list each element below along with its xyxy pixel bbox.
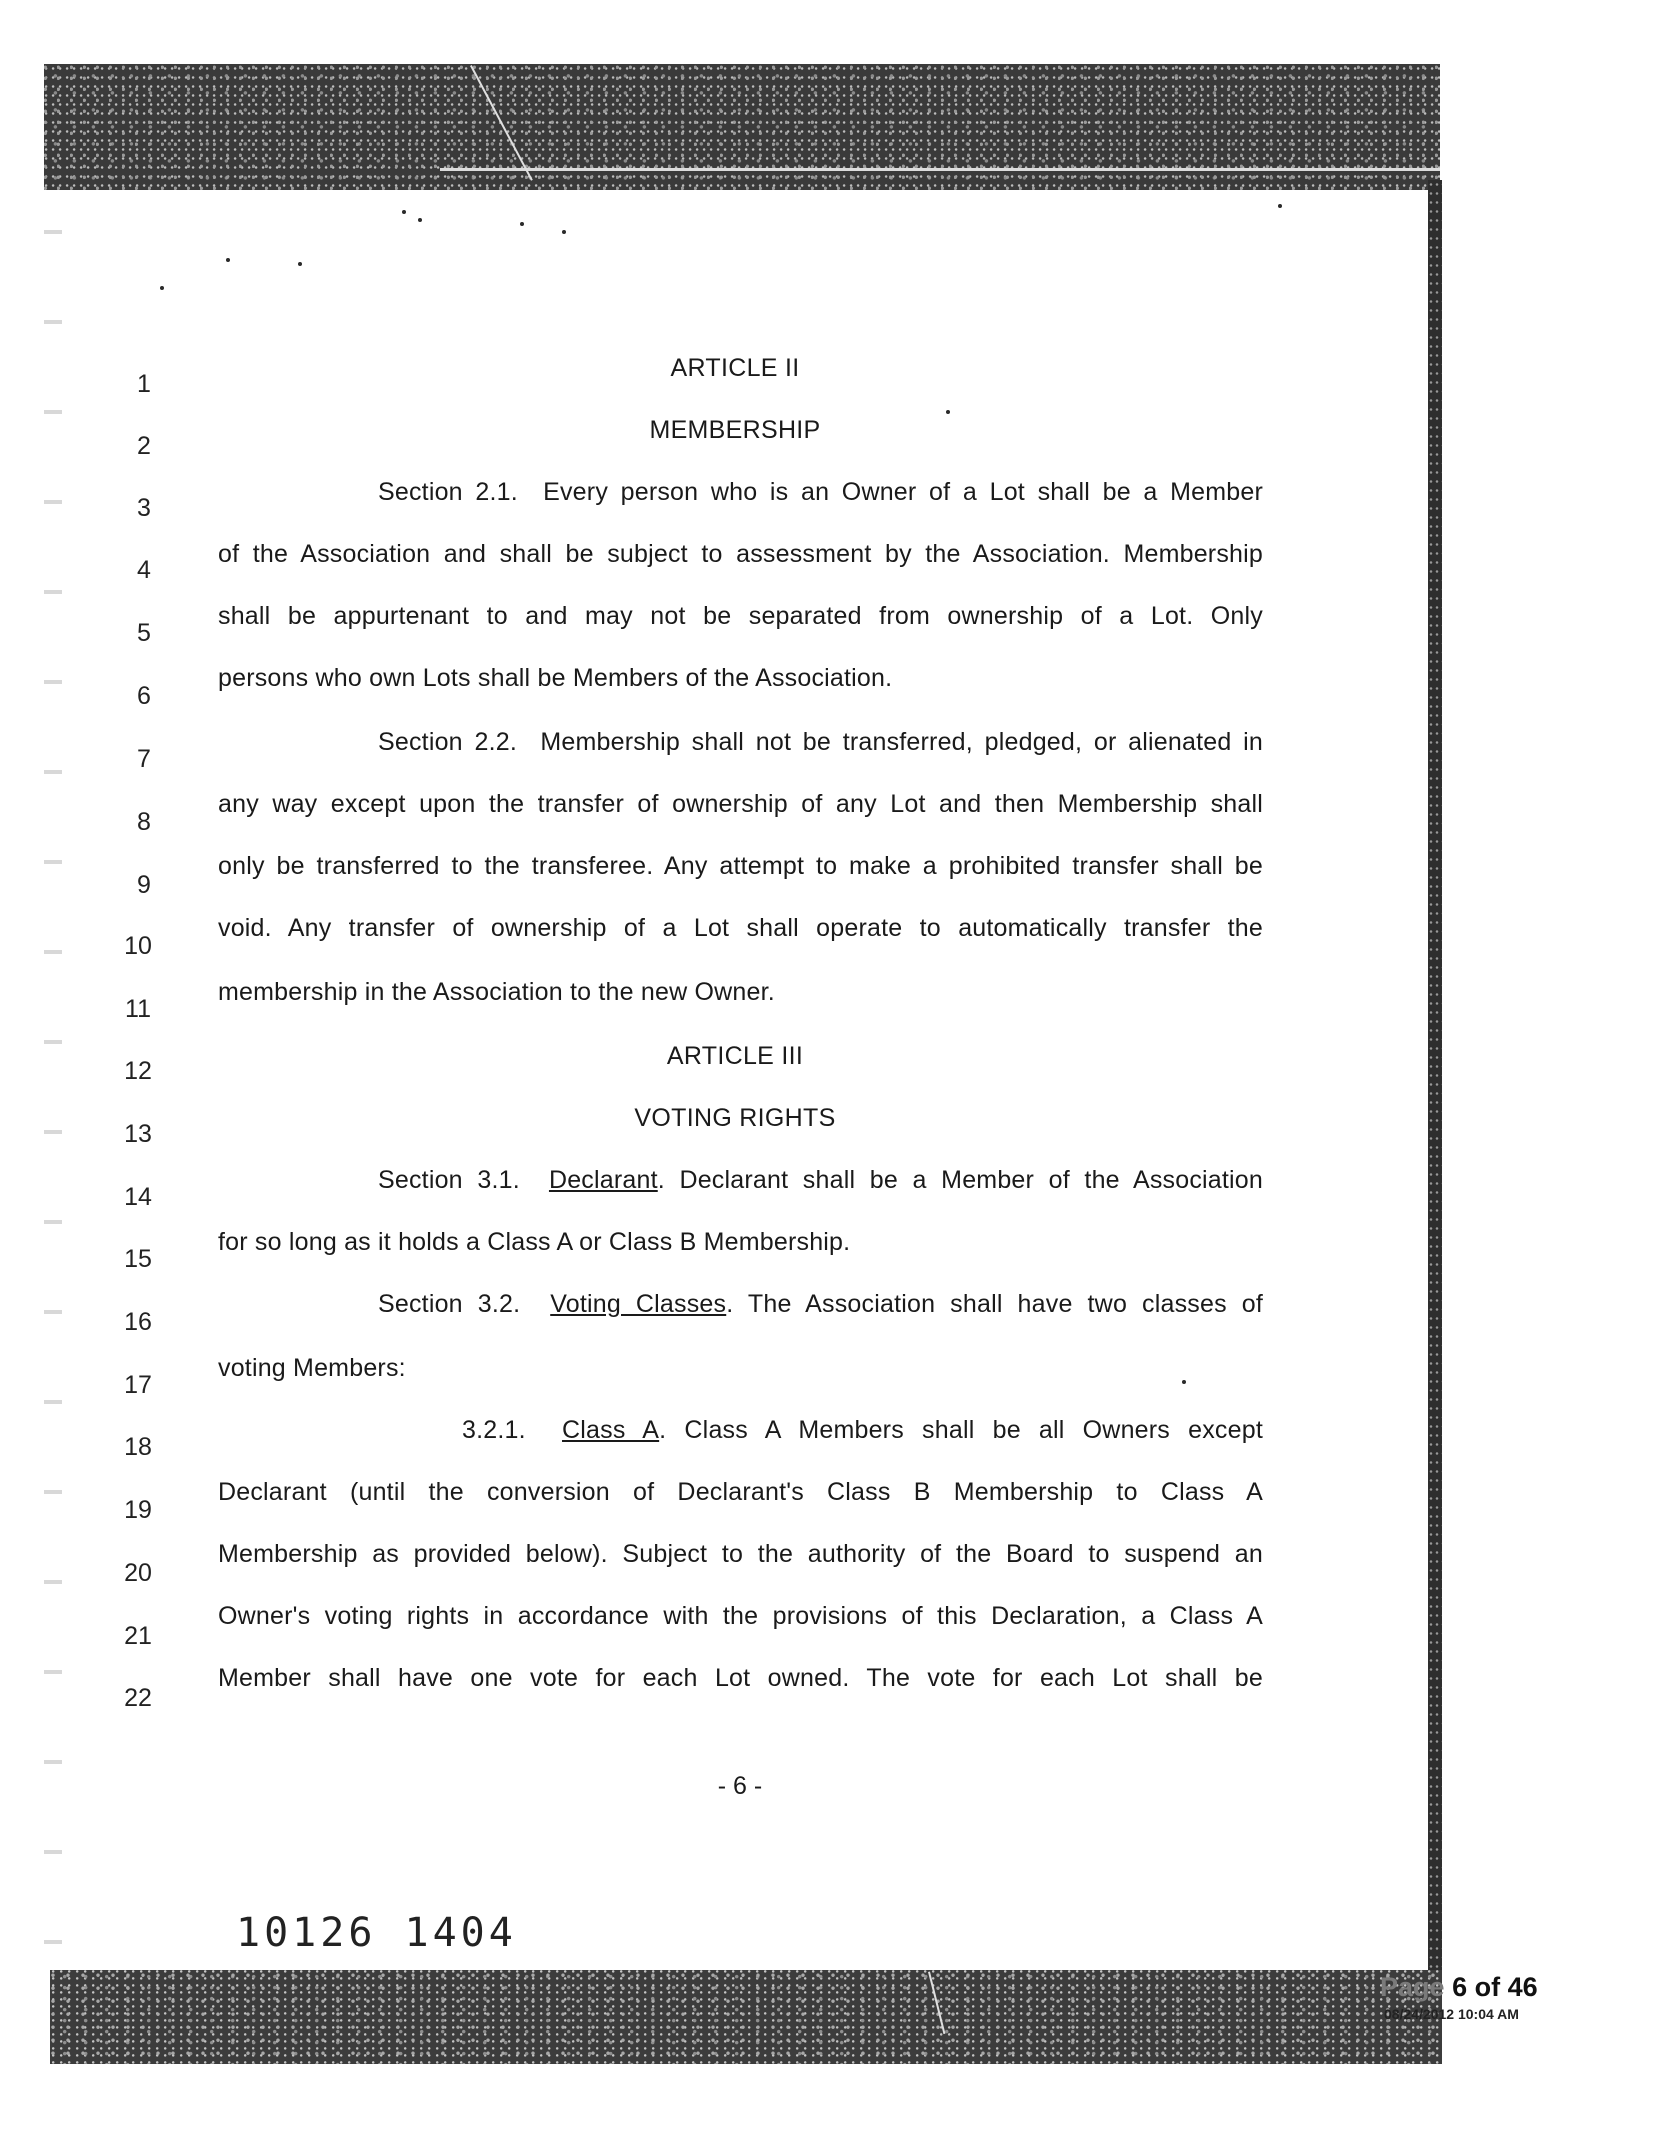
scan-speck bbox=[562, 230, 566, 234]
article-heading: ARTICLE II bbox=[670, 354, 800, 382]
scan-border-line bbox=[440, 168, 1440, 171]
body-line: Owner's voting rights in accordance with the provisions of this Declaration, a Class A bbox=[218, 1602, 1263, 1630]
scan-speck bbox=[226, 258, 230, 262]
line-number: 10 bbox=[124, 932, 152, 960]
section-number: Section 3.1. bbox=[378, 1166, 520, 1194]
body-line: voting Members: bbox=[218, 1354, 406, 1382]
handwritten-reference: 10126 1404 bbox=[236, 1910, 517, 1956]
body-line: any way except upon the transfer of ownership of any Lot and then Membership shall bbox=[218, 790, 1263, 818]
line-number: 9 bbox=[137, 871, 151, 899]
body-text: Membership shall not be transferred, pledged, or alienated in bbox=[540, 728, 1263, 756]
body-line: persons who own Lots shall be Members of the Association. bbox=[218, 664, 893, 692]
body-line bbox=[378, 1166, 1263, 1195]
scan-speck bbox=[1182, 1380, 1186, 1384]
defined-term: Declarant bbox=[548, 1166, 658, 1194]
scan-speck bbox=[946, 410, 950, 414]
scan-speck bbox=[520, 222, 524, 226]
scan-speck bbox=[418, 218, 422, 222]
section-number: Section 2.1. bbox=[378, 478, 518, 506]
scan-border-right bbox=[1428, 180, 1442, 1970]
line-number: 12 bbox=[124, 1057, 152, 1085]
body-line: Membership as provided below). Subject to the authority of the Board to suspend an bbox=[218, 1540, 1263, 1568]
line-number: 18 bbox=[124, 1433, 152, 1461]
scan-speck bbox=[402, 210, 406, 214]
timestamp-stamp: 08/24/2012 10:04 AM bbox=[1384, 2006, 1519, 2022]
body-line bbox=[378, 478, 1263, 507]
body-line bbox=[462, 1416, 1263, 1445]
body-line: shall be appurtenant to and may not be separated from ownership of a Lot. Only bbox=[218, 602, 1263, 630]
body-line: Member shall have one vote for each Lot owned. The vote for each Lot shall be bbox=[218, 1664, 1263, 1692]
scan-border-bottom bbox=[50, 1970, 1442, 2064]
body-line: of the Association and shall be subject to assessment by the Association. Membership bbox=[218, 540, 1263, 568]
section-number: Section 2.2. bbox=[378, 728, 517, 756]
article-heading: ARTICLE III bbox=[666, 1042, 804, 1070]
line-number: 3 bbox=[137, 494, 151, 522]
line-number: 7 bbox=[137, 745, 151, 773]
body-line: for so long as it holds a Class A or Class B Membership. bbox=[218, 1228, 851, 1256]
body-text: . Class A Members shall be all Owners except bbox=[659, 1416, 1263, 1444]
line-number: 14 bbox=[124, 1183, 152, 1211]
line-number: 13 bbox=[124, 1120, 152, 1148]
stamp-page-prefix: Page bbox=[1380, 1972, 1445, 2002]
article-title: VOTING RIGHTS bbox=[634, 1104, 836, 1132]
scan-border-left bbox=[44, 190, 62, 1980]
article-title: MEMBERSHIP bbox=[649, 416, 821, 444]
body-text: . The Association shall have two classes of bbox=[726, 1290, 1263, 1318]
line-number: 20 bbox=[124, 1559, 152, 1587]
line-number: 17 bbox=[124, 1371, 152, 1399]
body-line bbox=[378, 1290, 1263, 1319]
body-line bbox=[378, 728, 1263, 757]
body-line: Declarant (until the conversion of Declarant's Class B Membership to Class A bbox=[218, 1478, 1263, 1506]
body-line: void. Any transfer of ownership of a Lot shall operate to automatically transfer the bbox=[218, 914, 1263, 942]
scan-speck bbox=[160, 286, 164, 290]
body-line: only be transferred to the transferee. Any attempt to make a prohibited transfer shall be bbox=[218, 852, 1263, 880]
defined-term: Class A bbox=[562, 1416, 660, 1444]
defined-term: Voting Classes bbox=[550, 1290, 727, 1318]
line-number: 1 bbox=[137, 370, 151, 398]
line-number: 8 bbox=[137, 808, 151, 836]
section-number: Section 3.2. bbox=[378, 1290, 521, 1318]
line-number: 16 bbox=[124, 1308, 152, 1336]
stamp-page-value: 6 of 46 bbox=[1452, 1972, 1538, 2002]
scan-speck bbox=[298, 262, 302, 266]
line-number: 15 bbox=[124, 1245, 152, 1273]
line-number: 21 bbox=[124, 1622, 152, 1650]
body-line: membership in the Association to the new Owner. bbox=[218, 978, 775, 1006]
line-number: 11 bbox=[125, 995, 151, 1023]
scan-speck bbox=[1278, 204, 1282, 208]
section-number: 3.2.1. bbox=[462, 1416, 526, 1444]
line-number: 2 bbox=[137, 432, 151, 460]
line-number: 4 bbox=[137, 556, 151, 584]
line-number: 19 bbox=[124, 1496, 152, 1524]
page-count-stamp bbox=[1380, 1972, 1538, 2003]
body-text: Every person who is an Owner of a Lot shall be a Member bbox=[543, 478, 1263, 506]
scan-border-top bbox=[44, 64, 1440, 190]
line-number: 22 bbox=[124, 1684, 152, 1712]
body-text: . Declarant shall be a Member of the Association bbox=[657, 1166, 1263, 1194]
line-number: 6 bbox=[137, 682, 151, 710]
line-number: 5 bbox=[137, 619, 151, 647]
page-number: - 6 - bbox=[717, 1772, 763, 1800]
